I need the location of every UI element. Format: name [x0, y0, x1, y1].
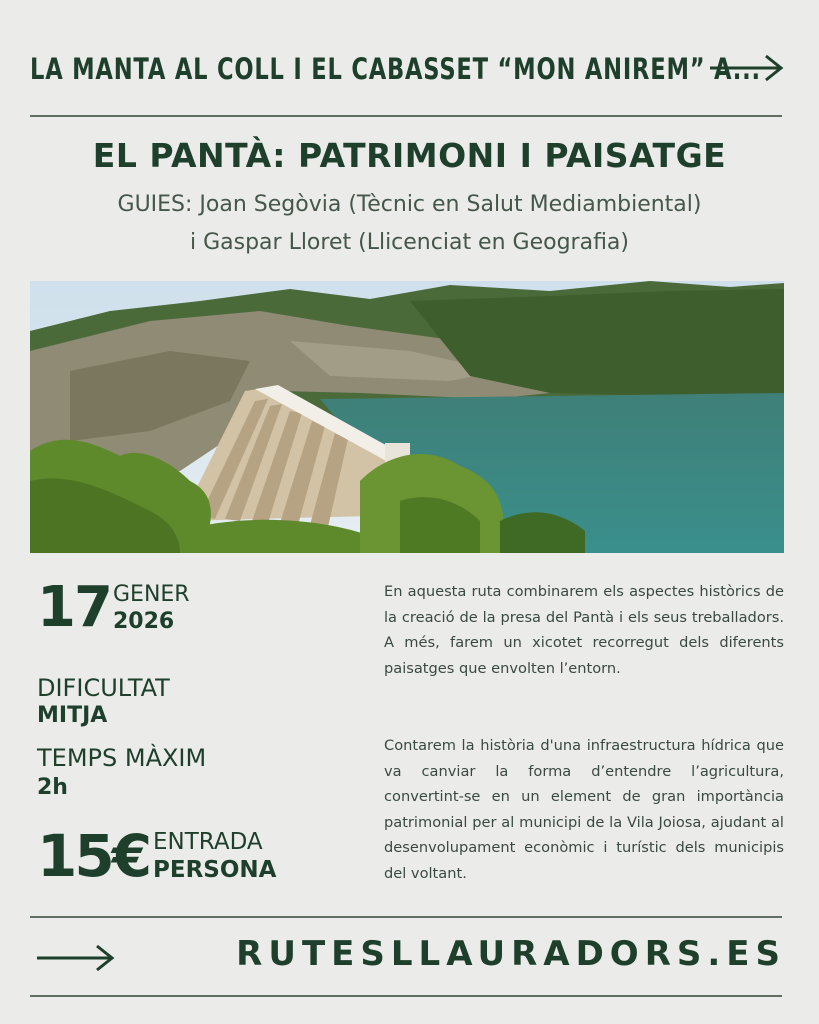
- header-divider: [30, 115, 782, 117]
- description-paragraph-2: Contarem la història d'una infraestructura hídrica que va canviar la forma d’entendre l’agricultura, convertint-se en un element de gran importància patrimonial per al municipi de la Vila Joiosa, ajudant al desenvolupament econòmic i turístic dels municipis del voltant.: [384, 737, 784, 882]
- website-link[interactable]: RUTESLLAURADORS.ES: [236, 934, 786, 974]
- event-day: 17: [37, 575, 111, 640]
- guides-line-2: i Gaspar Lloret (Llicenciat en Geografia): [189, 230, 629, 255]
- header-banner: LA MANTA AL COLL I EL CABASSET “MON ANIREM” A...: [30, 52, 761, 86]
- price-amount: 15€: [37, 822, 150, 890]
- difficulty-label: DIFICULTAT: [37, 674, 170, 702]
- time-value: 2h: [37, 775, 68, 800]
- event-month: GENER: [113, 582, 190, 607]
- footer-divider-bottom: [30, 995, 782, 997]
- difficulty-value: MITJA: [37, 703, 108, 728]
- event-year: 2026: [113, 609, 175, 634]
- page-title: EL PANTÀ: PATRIMONI I PAISATGE: [92, 136, 727, 175]
- guides-line-1: GUIES: Joan Segòvia (Tècnic en Salut Mediambiental): [117, 192, 702, 217]
- right-arrow-icon: [35, 944, 115, 972]
- time-label: TEMPS MÀXIM: [37, 744, 207, 772]
- footer-divider-top: [30, 916, 782, 918]
- price-label-persona: PERSONA: [153, 857, 277, 883]
- description-paragraph-1: En aquesta ruta combinarem els aspectes històrics de la creació de la presa del Pantà i els seus treballadors. A més, farem un xicotet recorregut dels diferents paisatges que envolten l’entorn.: [384, 583, 784, 677]
- price-label-entrada: ENTRADA: [153, 829, 263, 855]
- right-arrow-icon: [708, 54, 784, 82]
- dam-reservoir-photo: [30, 281, 784, 553]
